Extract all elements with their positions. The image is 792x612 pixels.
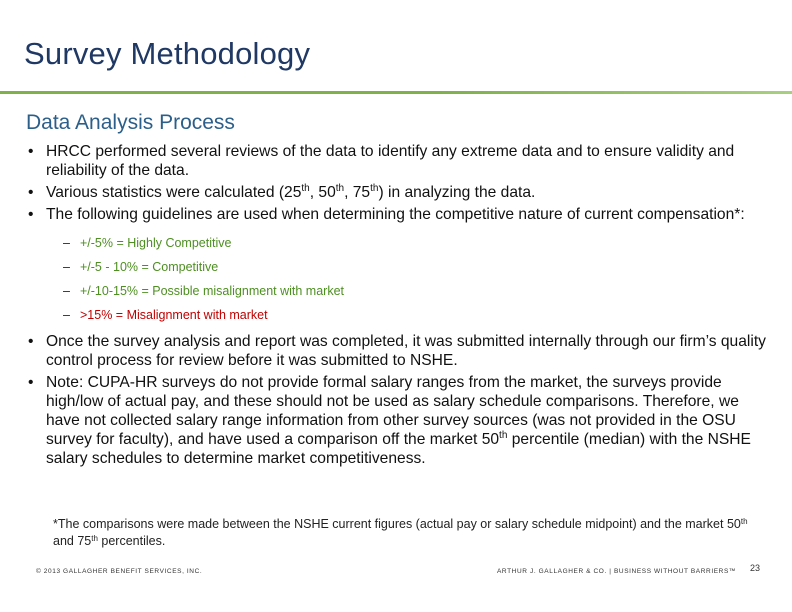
footer-tagline: ARTHUR J. GALLAGHER & CO. | BUSINESS WITHOUT BARRIERS™ xyxy=(497,568,736,575)
dash-icon: – xyxy=(63,260,70,274)
guideline-item xyxy=(46,257,776,278)
section-heading: Data Analysis Process xyxy=(26,111,235,134)
bullet-item xyxy=(28,373,776,468)
slide-body xyxy=(28,142,776,471)
bullet-item xyxy=(28,205,776,326)
guideline-item xyxy=(46,305,776,326)
guideline-text: >15% = Misalignment with market xyxy=(80,308,268,322)
guideline-item xyxy=(46,281,776,302)
guideline-text: +/-5 - 10% = Competitive xyxy=(80,260,219,274)
bullet-list xyxy=(28,142,776,468)
dash-icon: – xyxy=(63,236,70,250)
bullet-dot-icon: • xyxy=(28,333,34,350)
bullet-text: HRCC performed several reviews of the data to identify any extreme data and to ensure validity and reliability of the data. xyxy=(46,143,735,179)
guideline-text: +/-5% = Highly Competitive xyxy=(80,236,232,250)
bullet-item xyxy=(28,332,776,370)
bullet-dot-icon: • xyxy=(28,143,34,160)
guideline-item xyxy=(46,233,776,254)
bullet-dot-icon: • xyxy=(28,374,34,391)
guideline-list xyxy=(46,233,776,326)
bullet-text: Once the survey analysis and report was completed, it was submitted internally through our firm’s quality control process for review before it was submitted to NSHE. xyxy=(46,333,766,369)
bullet-dot-icon: • xyxy=(28,184,34,201)
bullet-item xyxy=(28,183,776,202)
bullet-text: Note: CUPA-HR surveys do not provide formal salary ranges from the market, the surveys provide high/low of actual pay, and these should not be used as salary schedule comparisons. Therefore, we have not collected salary range information from other survey sources (was not provided in the OSU survey for faculty), and have used a comparison off the market 50th percentile (median) with the NSHE salary schedules to determine market competitiveness. xyxy=(46,374,751,467)
page-number: 23 xyxy=(750,563,761,573)
dash-icon: – xyxy=(63,308,70,322)
bullet-text: The following guidelines are used when determining the competitive nature of current compensation*: xyxy=(46,206,745,223)
title-divider xyxy=(0,91,792,94)
guideline-text: +/-10-15% = Possible misalignment with market xyxy=(80,284,345,298)
slide-title: Survey Methodology xyxy=(24,36,311,71)
bullet-dot-icon: • xyxy=(28,206,34,223)
dash-icon: – xyxy=(63,284,70,298)
footnote: *The comparisons were made between the NSHE current figures (actual pay or salary schedule midpoint) and the market 50th and 75th percentiles. xyxy=(53,517,748,548)
footer-copyright: © 2013 GALLAGHER BENEFIT SERVICES, INC. xyxy=(36,568,203,575)
bullet-text: Various statistics were calculated (25th, 50th, 75th) in analyzing the data. xyxy=(46,183,536,201)
bullet-item xyxy=(28,142,776,180)
